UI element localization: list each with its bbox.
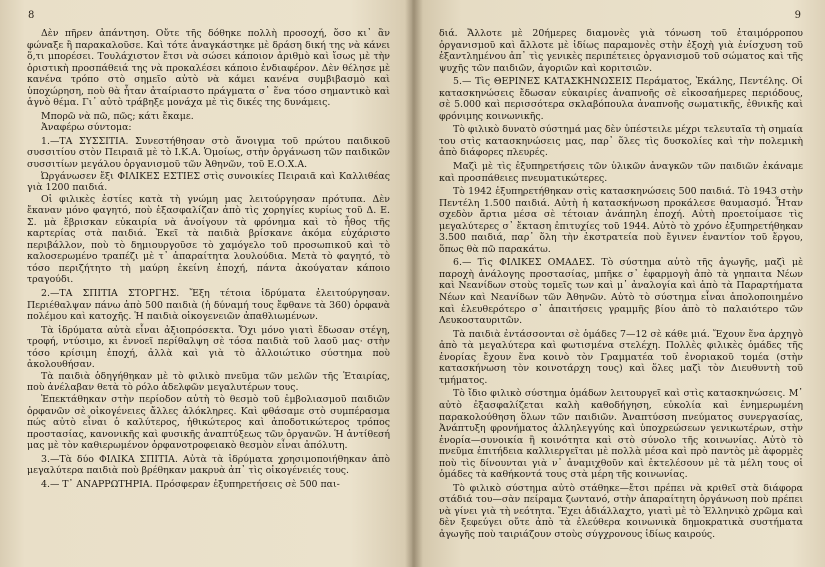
paragraph: Ἐπεκτάθηκαν στὴν περίοδον αὐτὴ τὸ θεσμὸ τοῦ ἐμβολιασμοῦ παιδιῶν ὀρφανῶν σὲ οἰκογένειες ἄλλες ἀλόκληρες. Καὶ φθάσαμε στὸ συμπέρασμα πώς αὐτὸ εἶναι ὁ καλύτερος, ἠθικώτερος καὶ ἀποδοτικώτερος τρόπος προστασίας, κανονικῆς καὶ φυσικῆς ἀναπτύξεως τῶν ὀργανῶν. Ἡ ἀντίθεσή μας μὲ τὸν καθιερωμένον ὀρφανοτροφειακὸ θεσμὸν εἶναι ἀπόλυτη. bbox=[27, 393, 390, 452]
paragraph: Τὰ ἱδρύματα αὐτὰ εἶναι ἀξιοπρόσεκτα. Ὄχι μόνο γιατὶ ἔδωσαν στέγη, τροφή, ντύσιμο, κι ἐννοεῖ περίθαλψη σὲ τόσα παιδιὰ τοῦ λαοῦ μας· στὴν τόσο κρίσιμη ἐποχή, ἀλλὰ καὶ γιὰ τὸ ἀλλοιώτικο σύστημα ποὺ ἀκολουθήσαν. bbox=[27, 324, 390, 371]
paragraph: Τὸ 1942 ἐξυπηρετήθηκαν στὶς κατασκηνώσεις 500 παιδιά. Τὸ 1943 στὴν Πεντέλη 1.500 παιδιά. Αὐτὴ ἡ κατασκήνωση προκάλεσε θαυμασμό. Ἦταν σχεδὸν ἄρτια μέσα σὲ τέτοιαν ἀνάπηλη ἐποχή. Αὐτὴ προετοίμασε τὶς μεγαλύτερες σ᾿ ἔκταση ἐπιτυχίες τοῦ 1944. Αὐτὸ τὸ χρόνο ἐξυπηρετήθηκαν 3.500 παιδιά, παρ᾿ ὅλη τὴν ἐκστρατεία ποὺ ἔγινεν ἐναντίον τοῦ ἔργου, ὅπως θὰ πῶ παρακάτω. bbox=[439, 186, 803, 255]
paragraph: Μπορῶ νὰ πῶ, πῶς; κάτι ἔκαμε. bbox=[41, 110, 194, 122]
paragraph: Οἱ φιλικὲς ἑστίες κατὰ τὴ γνώμη μας λειτούργησαν πρότυπα. Δὲν ἔκαναν μόνο φαγητό, ποὺ ἐξασφαλίζαν ἀπὸ τὶς χορηγίες κυρίως τοῦ Δ. Ε. Σ. μὰ ἔβρισκαν εὐκαιρία νὰ ἀνοίγουν τὰ φρόνημα καὶ τὸ ἦθος τῆς καρτερίας στὰ παιδιά. Ἐκεῖ τὰ παιδιὰ βρίσκανε ἀκόμα εὐχάριστο περιβάλλον, ποὺ τὸ δημιουργοῦσε τὸ χαμόγελο τοῦ προσωπικοῦ καὶ τὸ καλοσερωμένο τραπέζι μὲ τ᾿ ἀπαραίτητα λουλούδια. Μετὰ τὸ φαγητό, τὸ τόσο περιζήτητο τὴ μαύρη ἐκείνη ἐποχή, πάντα ἀκούγαταν κάποιο τραγούδι. bbox=[27, 193, 390, 286]
section-heading-filika-spitia: 3.—Τὰ δύο ΦΙΛΙΚΑ ΣΠΙΤΙΑ. Αὐτὰ τὰ ἱδρύματα χρησιμοποιήθηκαν ἀπὸ μεγαλύτερα παιδιὰ ποὺ βρέθηκαν μακρυὰ ἀπ᾿ τὶς οἰκογένειές τους. bbox=[27, 453, 390, 477]
paragraph: Τὰ παιδιὰ ἐντάσσονται σὲ ὁμάδες 7—12 σὲ κάθε μιά. Ἔχουν ἕνα ἀρχηγὸ ἀπὸ τὰ μεγαλύτερα καὶ φωτισμένα στελέχη. Πολλὲς φιλικὲς ὁμάδες τῆς ἐνορίας ἔχουν ἕνα κοινὸ τὸν Γραμματέα τοῦ ἐνοριακοῦ τομέα (στὴν κατασκήνωση τὸν κοινοτάρχη τους) καὶ ὅλες μαζὶ τὸν Διευθυντὴ τοῦ τμήματος. bbox=[439, 328, 803, 386]
paragraph: Τὰ παιδιὰ ὁδηγήθηκαν μὲ τὸ φιλικὸ πνεῦμα τῶν μελῶν τῆς Ἑταιρίας, ποὺ ἀνέλαβαν θετὰ τὸ ρόλο ἀδελφῶν μεγαλυτέρων τους. bbox=[27, 370, 390, 394]
left-page-number: 8 bbox=[28, 10, 35, 21]
section-heading-filikes-omades: 6.— Τὶς ΦΙΛΙΚΕΣ ΟΜΑΔΕΣ. Τὸ σύστημα αὐτὸ τῆς ἀγωγῆς, μαζὶ μὲ παροχὴ ἀνάλογης προστασίας, μπῆκε σ᾿ ἐφαρμογὴ ἀπὸ τὰ γηπαιτα Νέων καὶ Νεανίδων στοὺς τομεῖς των καὶ μ᾿ ἀναλογία καὶ ἀπὸ τὰ Παραρτήματα Νέων καὶ Νεανίδων τῶν Ἀθηνῶν. Αὐτὸ τὸ σύστημα εἶναι ἀπολοποιημένο καὶ ἐλευθερότερο σ᾿ ἀπαιτήσεις γραμμῆς βίου ἀπὸ τὸ παλαιότερο τῶν Λευκοσταυριτῶν. bbox=[439, 257, 803, 327]
paragraph: Ὠργάνωσεν ἔξι ΦΙΛΙΚΕΣ ΕΣΤΙΕΣ στὶς συνοικίες Πειραιᾶ καὶ Καλλιθέας γιὰ 1200 παιδιά. bbox=[27, 170, 390, 194]
paragraph: Τὸ ἴδιο φιλικὸ σύστημα ὁμάδων λειτουργεῖ καὶ στὶς κατασκηνώσεις. Μ᾿ αὐτὸ ἐξασφαλίζεται καλὴ καθοδήγηση, εὐκολία καὶ ἐνημερωμένη παρακολούθηση ὅλων τῶν παιδιῶν. Ἀναπτύσση πνεύματος συνεργασίας, Ἀνάπτυξη φρονήματος ἀλληλεγγύης καὶ ὑποχρεώσεων γενικωτέρων, στὴν ἐνορία—συνοικία ἢ κοινότητα καὶ στὸ σύνολο τῆς κοινωνίας. Αὐτὸ τὸ πνεῦμα ἐπιτήδεια καλλιεργεῖται μὲ πολλὰ μέσα καὶ πρὸ παντὸς μὲ ἀφορμὲς ποὺ τὶς δίνουνται γιὰ ν᾿ ἀναμιχθοῦν καὶ ἐκτελέσουν μὲ τὰ μέλη τους οἱ ὁμάδες τὰ καθήκοντά τους στὰ μέρη τῆς κοινωνίας. bbox=[439, 388, 803, 481]
paragraph: Δὲν πῆρεν ἀπάντηση. Οὔτε τῆς δόθηκε πολλὴ προσοχή, ὅσο κι᾿ ἂν φώναξε ἢ παρακαλοῦσε. Καὶ τότε ἀναγκάστηκε μὲ δράση δική της νὰ κάνει ὅ,τι μπορέσει. Τουλάχιστον ἔτσι νὰ σώσει κάποιον ἀριθμὸ καὶ ἴσως μὲ τὴν ὁριστικὴ προσπάθειά της νὰ προκαλέσει κάποιο ἐνδιαφέρον. Δὲν θέλησε μὲ κανένα τρόπο στὸ σημεῖο αὐτὸ νὰ κάμει κανένα συμβιβασμὸ καὶ ὑποχώρηση, ποὺ θὰ ἦταν ἀταίριαστο πράγματα σ᾿ ἕνα τόσο σημαντικὸ καὶ ἁγνὸ θέμα. Γι᾿ αὐτὸ τράβηξε μονάχα μὲ τὶς δικές της δυνάμεις. bbox=[27, 28, 390, 109]
paragraph: Μαζὶ μὲ τὶς ἐξυπηρετήσεις τῶν ὑλικῶν ἀναγκῶν τῶν παιδιῶν ἐκάναμε καὶ προσπάθειες πνευματικώτερες. bbox=[439, 161, 803, 184]
section-heading-syssitia: 1.—ΤΑ ΣΥΣΣΙΤΙΑ. Συνεστήθησαν στὸ ἄνοιγμα τοῦ πρώτου παιδικοῦ συσσιτίου στὸν Πειραιᾶ μὲ τὸ Ι.Κ.Α. Ὁμοίως, στὴν ὀργάνωση τῶν παιδικῶν συσσιτίων μεγάλου ὀργανισμοῦ τῶν Ἀθηνῶν, τοῦ Ε.Ο.Χ.Α. bbox=[27, 135, 390, 171]
left-page bbox=[0, 0, 412, 567]
paragraph: Ἀναφέρω σύντομα: bbox=[41, 122, 132, 134]
paragraph: Τὸ φιλικὸ σύστημα αὐτὸ στάθηκε—ἔτσι πρέπει νὰ κριθεῖ στὰ διάφορα στάδιά του—σὰν πείραμα ζωντανό, στὴν ἀπαραίτητη ὀργάνωση ποὺ πρέπει νὰ γίνει γιὰ τὴ νεότητα. Ἔχει ἀδιάλλαχτο, γιατὶ μὲ τὸ Ἑλληνικὸ χρῶμα καὶ δὲν ξεφεύγει οὔτε ἀπὸ τὰ ἐλεύθερα κοινωνικὰ δημοκρατικὰ συστήματα ἀγωγῆς ποὺ ταιριάζουν στοὺς σύγχρονους ἰδίως καιρούς. bbox=[439, 482, 803, 540]
section-heading-therines-kataskinoseis: 5.— Τὶς ΘΕΡΙΝΕΣ ΚΑΤΑΣΚΗΝΩΣΕΙΣ Περάματος, Ἐκάλης, Πεντέλης. Οἱ κατασκηνώσεις ἔδωσαν εὐκαιρίες ἀναπνοῆς σὲ εἰκοσαήμερες περιόδους, σὲ 5.000 καὶ περισσότερα σκλαβόπουλα ἀναπνοῆς σωματικῆς, ἐθνικῆς καὶ φρόνιμης κοινωνικῆς. bbox=[439, 76, 803, 122]
paragraph: διά. Ἄλλοτε μὲ 20ήμερες διαμονὲς γιὰ τόνωση τοῦ ἐταιμόρροπου ὀργανισμοῦ καὶ ἄλλοτε μὲ ἰδίως παραμονὲς στὴν ἐξοχὴ γιὰ ἐνίσχυση τοῦ ἐξαντλημένου ἀπ᾿ τὶς γενικὲς περιπέτειες ὀργανισμοῦ τοῦ σώματος καὶ τῆς ψυχῆς τῶν παιδιῶν, ἀγοριῶν καὶ κοριτσιῶν. bbox=[439, 28, 803, 74]
right-page bbox=[412, 0, 825, 567]
section-heading-anarrotiria: 4.— Τ᾿ ΑΝΑΡΡΩΤΗΡΙΑ. Πρόσφεραν ἐξυπηρετήσεις σὲ 500 παι- bbox=[41, 478, 340, 490]
right-page-number: 9 bbox=[794, 10, 801, 21]
paragraph: Τὸ φιλικὸ δυνατὸ σύστημά μας δὲν ὑπέστειλε μέχρι τελευταῖα τὴ σημαία του στὶς κατασκηνώσεις μας, παρ᾿ ὅλες τὶς δυσκολίες καὶ τὴν πολεμικὴ ἀπὸ διάφορες πλευρές. bbox=[439, 124, 803, 159]
section-heading-spitia-storgis: 2.—ΤΑ ΣΠΙΤΙΑ ΣΤΟΡΓΗΣ. Ἔξη τέτοια ἱδρύματα ἐλειτούργησαν. Περιέθαλψαν πάνω ἀπὸ 500 παιδιὰ (ἡ δύναμή τους ἔφθανε τὰ 360) ὀρφανὰ πολέμου καὶ κατοχῆς. Ἡ παιδιὰ οἰκογενειῶν ἀπαθλιωμένων. bbox=[27, 288, 390, 323]
